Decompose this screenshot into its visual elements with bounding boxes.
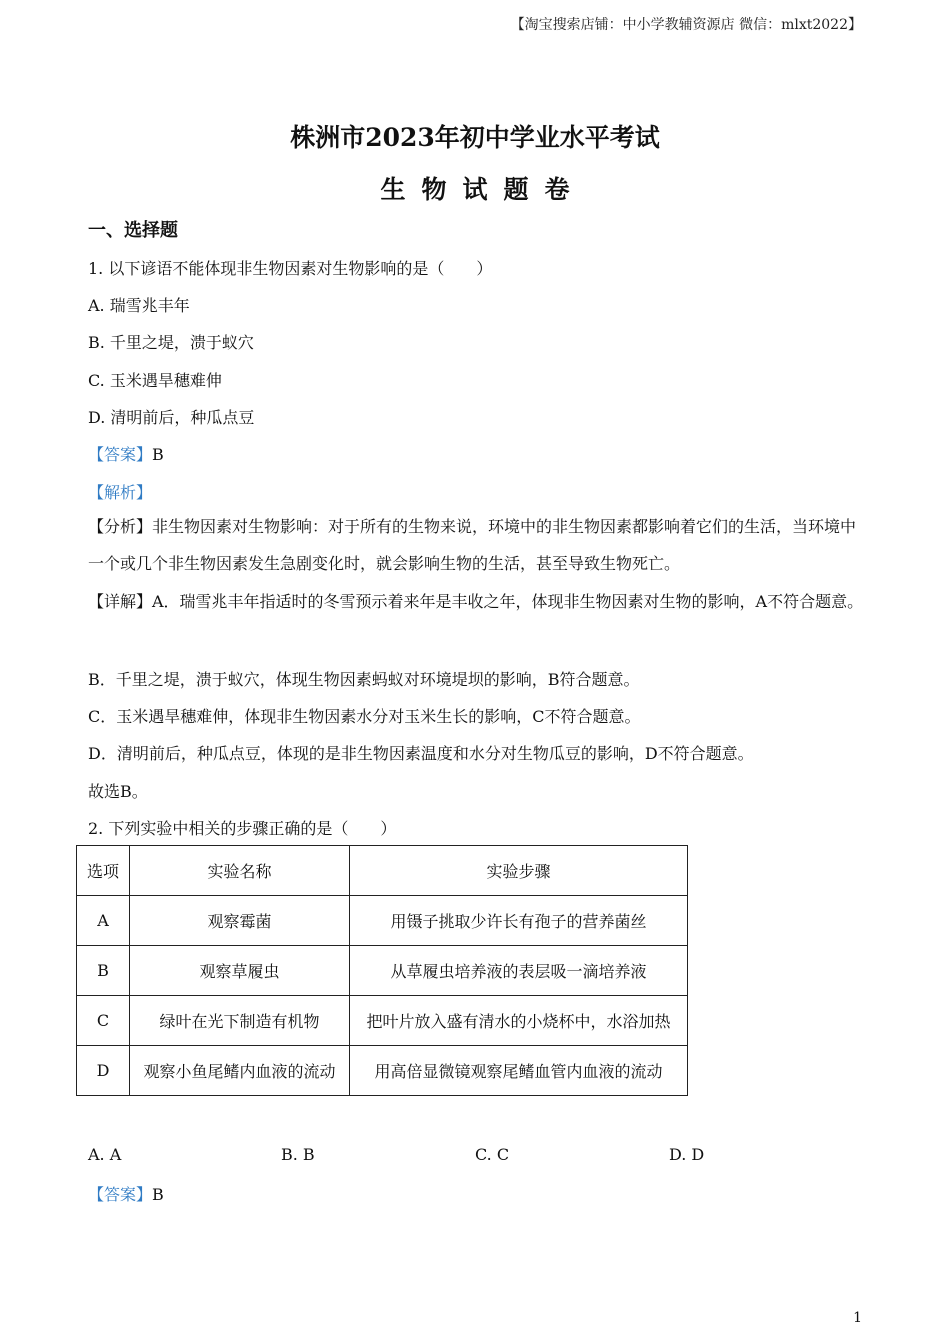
question-1-option-b: B. 千里之堤，溃于蚁穴 [88,333,254,352]
table-cell: 把叶片放入盛有清水的小烧杯中，水浴加热 [350,996,688,1046]
answer-value: B [152,445,164,464]
experiment-table [76,845,688,1096]
table-cell: B [77,946,130,996]
page-subtitle: 生物试题卷 [380,175,586,204]
table-row [77,946,688,996]
table-cell: A [77,896,130,946]
question-2-answer [88,1182,164,1205]
table-cell: 用镊子挑取少许长有孢子的营养菌丝 [350,896,688,946]
table-row [77,996,688,1046]
table-cell: 从草履虫培养液的表层吸一滴培养液 [350,946,688,996]
question-2-option-a: A. A [88,1145,122,1164]
table-row [77,1046,688,1096]
table-cell: 观察草履虫 [130,946,350,996]
page-title: 株洲市2023年初中学业水平考试 [290,123,660,152]
question-1-answer [88,442,164,465]
table-header-cell: 实验名称 [130,846,350,896]
question-1-option-d: D. 清明前后，种瓜点豆 [88,408,255,427]
question-1-option-c: C. 玉米遇旱穗难伸 [88,371,222,390]
table-cell: 用高倍显微镜观察尾鳍血管内血液的流动 [350,1046,688,1096]
header-note: 【淘宝搜索店铺：中小学教辅资源店 微信：mlxt2022】 [510,17,862,33]
question-1-conclusion: 故选B。 [88,782,148,801]
question-2-option-d: D. D [669,1145,705,1164]
table-row [77,896,688,946]
table-header-cell: 实验步骤 [350,846,688,896]
question-1-stem: 1. 以下谚语不能体现非生物因素对生物影响的是（ ） [88,259,493,278]
answer-tag: 【答案】 [88,445,153,464]
table-cell: 观察霉菌 [130,896,350,946]
question-1-analysis-tag: 【解析】 [88,483,153,502]
answer-value: B [152,1185,164,1204]
table-cell: 观察小鱼尾鳍内血液的流动 [130,1046,350,1096]
question-1-fenxi: 【分析】非生物因素对生物影响：对于所有的生物来说，环境中的非生物因素都影响着它们的生活，当环境中一个或几个非生物因素发生急剧变化时，就会影响生物的生活，甚至导致生物死亡。 [88,517,857,573]
table-cell: D [77,1046,130,1096]
question-1-xiangjie: 【详解】A．瑞雪兆丰年指适时的冬雪预示着来年是丰收之年，体现非生物因素对生物的影响，A不符合题意。 [88,592,864,611]
table-cell: 绿叶在光下制造有机物 [130,996,350,1046]
question-1-detail-b: B．千里之堤，溃于蚁穴，体现生物因素蚂蚁对环境堤坝的影响，B符合题意。 [88,670,640,689]
question-2-stem: 2. 下列实验中相关的步骤正确的是（ ） [88,819,397,838]
answer-tag: 【答案】 [88,1185,153,1204]
question-1-detail-c: C．玉米遇旱穗难伸，体现非生物因素水分对玉米生长的影响，C不符合题意。 [88,707,641,726]
page-number: 1 [853,1310,862,1326]
table-header-cell: 选项 [77,846,130,896]
question-1-detail-d: D．清明前后，种瓜点豆，体现的是非生物因素温度和水分对生物瓜豆的影响，D不符合题意。 [88,744,754,763]
table-header-row [77,846,688,896]
question-2-option-b: B. B [281,1145,315,1164]
question-1-option-a: A. 瑞雪兆丰年 [88,296,190,315]
section-heading: 一、选择题 [88,220,178,241]
table-cell: C [77,996,130,1046]
question-2-option-c: C. C [475,1145,510,1164]
